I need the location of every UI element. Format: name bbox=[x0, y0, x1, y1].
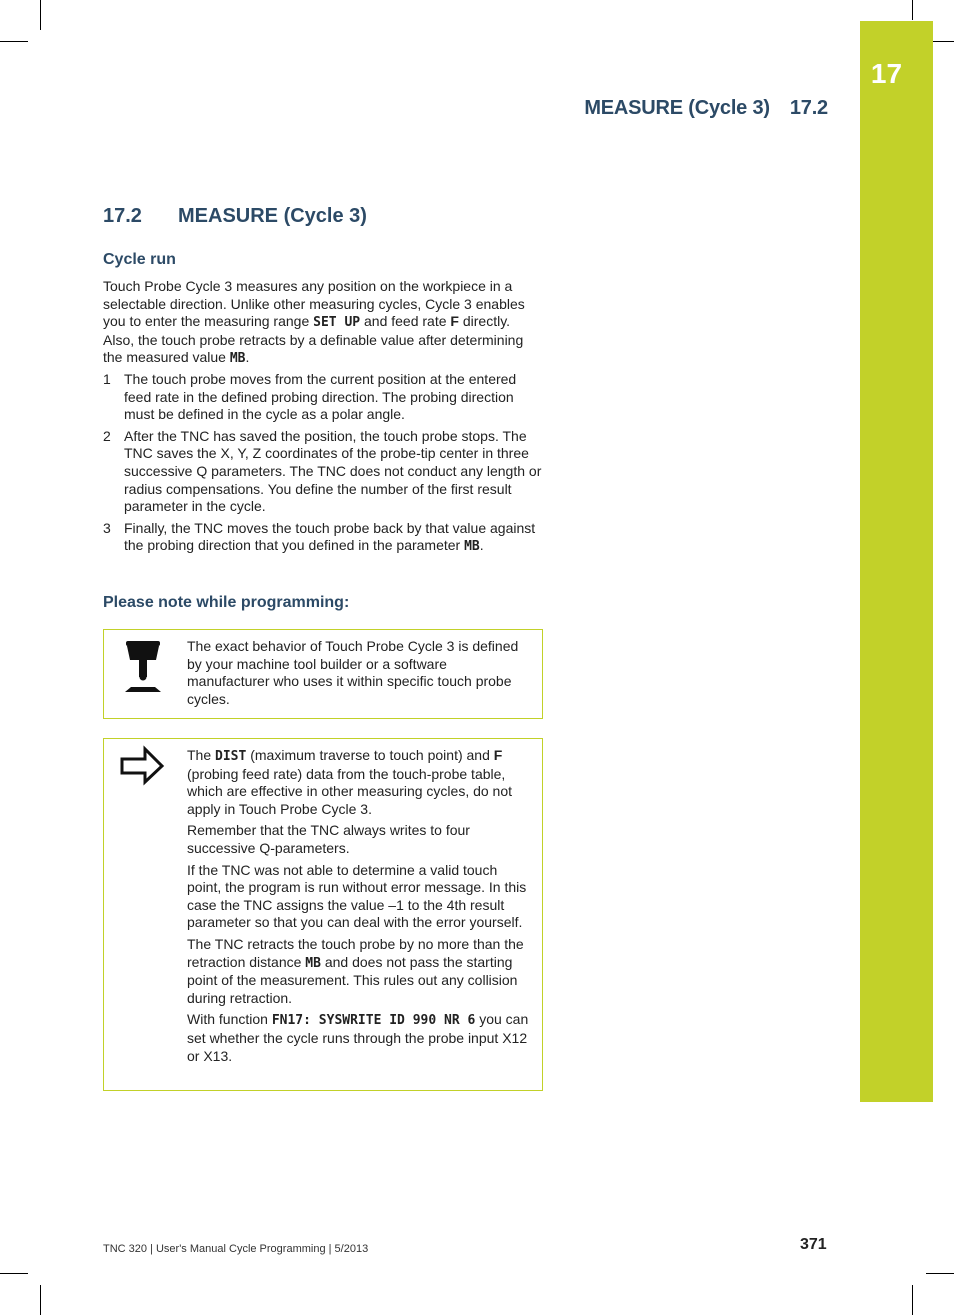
step-text: The touch probe moves from the current position at the entered feed rate in the defined probing direction. The probing direction must be defined in the cycle as a polar angle. bbox=[124, 371, 517, 423]
tip-paragraph bbox=[187, 747, 532, 818]
key-f: F bbox=[493, 747, 503, 763]
running-head bbox=[584, 97, 828, 120]
intro-text-2: and feed rate bbox=[360, 313, 451, 330]
step-number: 2 bbox=[103, 427, 111, 444]
key-mb: MB bbox=[464, 539, 480, 555]
machine-note-box bbox=[103, 629, 543, 719]
crop-mark bbox=[926, 1273, 954, 1274]
crop-mark bbox=[40, 1285, 41, 1315]
tips-box bbox=[103, 738, 543, 1091]
key-dist: DIST bbox=[215, 749, 247, 764]
crop-mark bbox=[40, 0, 41, 30]
tip-paragraph bbox=[187, 1011, 532, 1065]
section-title-text: MEASURE (Cycle 3) bbox=[178, 205, 367, 227]
key-set-up: SET UP bbox=[313, 315, 361, 331]
key-fn17: FN17: SYSWRITE ID 990 NR 6 bbox=[271, 1013, 476, 1029]
list-item bbox=[103, 371, 543, 424]
section-number: 17.2 bbox=[103, 205, 142, 227]
cycle-run-heading: Cycle run bbox=[103, 251, 176, 268]
step-number: 3 bbox=[103, 519, 111, 536]
tip-text: you can set whether the cycle runs through the probe input X12 or X13. bbox=[187, 1011, 529, 1064]
tip-paragraph bbox=[187, 936, 532, 1007]
section-title bbox=[103, 205, 367, 228]
key-mb: MB bbox=[229, 351, 246, 367]
tip-text: (probing feed rate) data from the touch-probe table, which are effective in other measuring cycles, do not apply in Touch Probe Cycle 3. bbox=[187, 765, 513, 817]
chapter-number: 17 bbox=[870, 58, 903, 89]
tip-text: The bbox=[187, 747, 216, 763]
tip-text: (maximum traverse to touch point) and bbox=[246, 747, 494, 763]
key-f: F bbox=[450, 313, 459, 330]
notes-heading: Please note while programming: bbox=[103, 594, 350, 611]
arrow-right-icon bbox=[104, 739, 186, 1090]
running-head-number: 17.2 bbox=[789, 97, 828, 119]
intro-text-1: Touch Probe Cycle 3 measures any position on the workpiece in a selectable direction. Unlike other measuring cycles, Cycle 3 enables you to enter the measuring range bbox=[103, 278, 525, 330]
intro-paragraph bbox=[103, 278, 543, 368]
step-text: Finally, the TNC moves the touch probe back by that value against the probing direction that you defined in the parameter bbox=[124, 519, 536, 554]
running-head-title: MEASURE (Cycle 3) bbox=[584, 97, 770, 119]
machine-note-text: The exact behavior of Touch Probe Cycle 3 is defined by your machine tool builder or a software manufacturer who uses it within specific touch probe cycles. bbox=[187, 638, 519, 707]
intro-text-4: . bbox=[245, 349, 250, 366]
step-number: 1 bbox=[103, 371, 111, 387]
tip-paragraph: If the TNC was not able to determine a valid touch point, the program is run without error message. In this case the TNC assigns the value –1 to the 4th result parameter so that you can deal with the error yourself. bbox=[187, 861, 527, 931]
tip-text: With function bbox=[187, 1011, 272, 1028]
page-number: 371 bbox=[800, 1236, 827, 1253]
tip-paragraph: Remember that the TNC always writes to four successive Q-parameters. bbox=[187, 822, 470, 856]
list-item bbox=[103, 520, 543, 556]
intro-text-3: directly. Also, the touch probe retracts by a definable value after determining the measured value bbox=[103, 313, 524, 366]
chapter-tab bbox=[860, 21, 933, 1102]
footer-text: TNC 320 | User's Manual Cycle Programming | 5/2013 bbox=[103, 1243, 369, 1255]
tip-text: The TNC retracts the touch probe by no more than the retraction distance bbox=[187, 935, 524, 970]
crop-mark bbox=[912, 1285, 913, 1315]
tip-text: and does not pass the starting point of the measurement. This rules out any collision during retraction. bbox=[187, 953, 518, 1006]
crop-mark bbox=[912, 0, 913, 20]
step-text-end: . bbox=[479, 537, 484, 554]
key-mb: MB bbox=[305, 955, 321, 971]
list-item bbox=[103, 428, 543, 516]
crop-mark bbox=[0, 41, 28, 42]
step-text: After the TNC has saved the position, the touch probe stops. The TNC saves the X, Y, Z coordinates of the probe-tip center in three successive Q parameters. The TNC does not conduct any length or radius compensations. You define the number of the first result parameter in the cycle. bbox=[124, 427, 542, 515]
steps-list bbox=[103, 371, 543, 556]
touch-probe-icon bbox=[104, 630, 186, 718]
crop-mark bbox=[0, 1273, 28, 1274]
